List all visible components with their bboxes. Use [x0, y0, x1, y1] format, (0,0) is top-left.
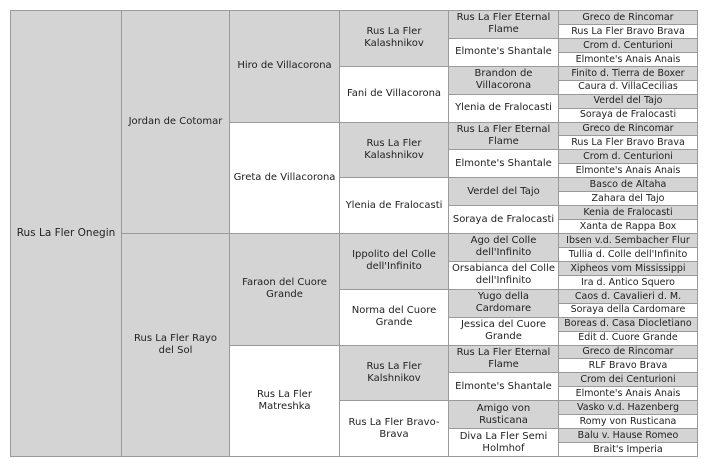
ancestor-name: Rus La Fler Eternal Flame — [456, 123, 551, 147]
ancestor-gen3 — [339, 177, 449, 234]
ancestor-name: RLF Bravo Brava — [588, 360, 668, 372]
ancestor-name: Hiro de Villacorona — [237, 60, 332, 72]
ancestor-gen3 — [339, 66, 449, 123]
ancestor-root — [10, 10, 122, 457]
ancestor-gen5 — [558, 108, 698, 123]
ancestor-gen5 — [558, 10, 698, 25]
ancestor-name: Crom dei Centurioni — [580, 374, 676, 386]
ancestor-gen4 — [448, 400, 559, 429]
ancestor-gen3 — [339, 233, 449, 290]
ancestor-name: Caos d. Cavalieri d. M. — [574, 290, 682, 302]
ancestor-name: Rus La Fler Kalashnikov — [364, 137, 424, 161]
ancestor-gen5 — [558, 38, 698, 53]
ancestor-name: Verdel del Tajo — [593, 95, 663, 107]
ancestor-name: Rus La Fler Kalashnikov — [364, 26, 424, 50]
ancestor-gen1 — [121, 233, 230, 457]
ancestor-gen4 — [448, 233, 559, 262]
ancestor-gen4 — [448, 372, 559, 401]
ancestor-name: Rus La Fler Rayo del Sol — [134, 333, 217, 356]
ancestor-gen5 — [558, 345, 698, 360]
ancestor-gen4 — [448, 149, 559, 178]
ancestor-gen1 — [121, 10, 230, 234]
ancestor-name: Rus La Fler Eternal Flame — [456, 346, 551, 370]
ancestor-gen5 — [558, 177, 698, 192]
ancestor-gen5 — [558, 219, 698, 234]
ancestor-name: Rus La Fler Matreshka — [257, 388, 312, 412]
ancestor-name: Faraon del Cuore Grande — [242, 277, 327, 301]
ancestor-gen5 — [558, 372, 698, 387]
ancestor-gen5 — [558, 261, 698, 276]
ancestor-gen2 — [229, 345, 340, 458]
ancestor-gen5 — [558, 442, 698, 457]
ancestor-name: Brait's Imperia — [593, 443, 663, 455]
ancestor-name: Rus La Fler Bravo Brava — [571, 137, 685, 149]
ancestor-name: Zahara del Tajo — [591, 192, 665, 204]
ancestor-gen3 — [339, 345, 449, 402]
ancestor-name: Jessica del Cuore Grande — [460, 319, 547, 343]
ancestor-gen5 — [558, 400, 698, 415]
ancestor-gen5 — [558, 135, 698, 150]
ancestor-gen5 — [558, 80, 698, 95]
ancestor-name: Rus La Fler Bravo Brava — [571, 25, 685, 37]
ancestor-name: Soraya de Fralocasti — [579, 109, 677, 121]
ancestor-gen4 — [448, 289, 559, 318]
ancestor-gen5 — [558, 66, 698, 81]
ancestor-gen4 — [448, 66, 559, 95]
ancestor-name: Ibsen v.d. Sembacher Flur — [566, 234, 690, 246]
ancestor-name: Vasko v.d. Hazenberg — [577, 402, 679, 414]
ancestor-gen5 — [558, 317, 698, 332]
ancestor-gen5 — [558, 24, 698, 39]
ancestor-name: Rus La Fler Bravo-Brava — [348, 416, 440, 440]
ancestor-name: Fani de Villacorona — [346, 88, 442, 100]
ancestor-name: Elmonte's Anais Anais — [575, 165, 681, 177]
ancestor-name: Norma del Cuore Grande — [351, 305, 437, 329]
ancestor-gen4 — [448, 122, 559, 151]
ancestor-name: Greta de Villacorona — [233, 171, 336, 183]
ancestor-name: Crom d. Centurioni — [583, 151, 673, 163]
ancestor-gen2 — [229, 10, 340, 123]
ancestor-name: Finito d. Tierra de Boxer — [571, 67, 685, 79]
ancestor-name: Greco de Rincomar — [582, 346, 674, 358]
ancestor-name: Crom d. Centurioni — [583, 39, 673, 51]
ancestor-gen4 — [448, 345, 559, 374]
ancestor-gen5 — [558, 233, 698, 248]
ancestor-gen5 — [558, 247, 698, 262]
ancestor-name: Soraya della Cardomare — [570, 304, 686, 316]
ancestor-name: Rus La Fler Kalshnikov — [366, 360, 422, 384]
ancestor-gen3 — [339, 10, 449, 67]
ancestor-name: Romy von Rusticana — [579, 415, 677, 427]
ancestor-name: Elmonte's Shantale — [455, 380, 552, 392]
ancestor-name: Xipheos vom Mississippi — [570, 262, 686, 274]
ancestor-name: Ylenia de Fralocasti — [455, 102, 552, 114]
ancestor-name: Brandon de Villacorona — [474, 68, 533, 92]
ancestor-gen5 — [558, 163, 698, 178]
ancestor-name: Basco de Altaha — [589, 179, 667, 191]
ancestor-gen5 — [558, 205, 698, 220]
ancestor-gen5 — [558, 428, 698, 443]
ancestor-gen5 — [558, 289, 698, 304]
ancestor-name: Greco de Rincomar — [582, 11, 674, 23]
ancestor-gen5 — [558, 191, 698, 206]
ancestor-gen2 — [229, 122, 340, 235]
ancestor-gen4 — [448, 10, 559, 39]
ancestor-name: Yugo della Cardomare — [475, 291, 532, 315]
ancestor-gen5 — [558, 94, 698, 109]
ancestor-name: Boreas d. Casa Diocletiano — [564, 318, 692, 330]
ancestor-gen4 — [448, 177, 559, 206]
ancestor-name: Ago del Colle dell'Infinito — [470, 235, 537, 259]
ancestor-name: Ira d. Antico Squero — [581, 276, 675, 288]
ancestor-name: Elmonte's Shantale — [455, 157, 552, 169]
ancestor-gen4 — [448, 38, 559, 67]
ancestor-name: Elmonte's Shantale — [455, 46, 552, 58]
ancestor-gen2 — [229, 233, 340, 346]
ancestor-gen4 — [448, 94, 559, 123]
ancestor-name: Ylenia de Fralocasti — [345, 199, 443, 211]
ancestor-name: Soraya de Fralocasti — [452, 213, 555, 225]
ancestor-gen5 — [558, 414, 698, 429]
ancestor-gen5 — [558, 52, 698, 67]
ancestor-name: Greco de Rincomar — [582, 123, 674, 135]
ancestor-name: Amigo von Rusticana — [476, 402, 531, 426]
ancestor-gen3 — [339, 122, 449, 179]
ancestor-gen4 — [448, 428, 559, 457]
ancestor-name: Edit d. Cuore Grande — [578, 332, 678, 344]
ancestor-name: Tullia d. Colle dell'Infinito — [568, 248, 688, 260]
ancestor-gen5 — [558, 275, 698, 290]
ancestor-name: Elmonte's Anais Anais — [575, 53, 681, 65]
ancestor-gen3 — [339, 289, 449, 346]
ancestor-name: Orsabianca del Colle dell'Infinito — [452, 263, 555, 287]
ancestor-name: Caura d. VillaCecilias — [578, 81, 678, 93]
ancestor-gen5 — [558, 358, 698, 373]
ancestor-gen5 — [558, 386, 698, 401]
ancestor-name: Jordan de Cotomar — [128, 116, 223, 127]
ancestor-gen5 — [558, 149, 698, 164]
ancestor-name: Elmonte's Anais Anais — [575, 388, 681, 400]
ancestor-name: Rus La Fler Onegin — [16, 227, 116, 240]
ancestor-gen5 — [558, 303, 698, 318]
ancestor-name: Verdel del Tajo — [467, 185, 540, 197]
ancestor-gen5 — [558, 122, 698, 137]
ancestor-name: Balu v. Hause Romeo — [577, 429, 679, 441]
ancestor-name: Xanta de Rappa Box — [579, 220, 677, 232]
ancestor-gen4 — [448, 205, 559, 234]
ancestor-gen3 — [339, 400, 449, 457]
ancestor-name: Kenia de Fralocasti — [583, 206, 673, 218]
ancestor-gen5 — [558, 331, 698, 346]
ancestor-name: Rus La Fler Eternal Flame — [456, 12, 551, 36]
ancestor-name: Ippolito del Colle dell'Infinito — [352, 249, 436, 273]
ancestor-gen4 — [448, 317, 559, 346]
ancestor-gen4 — [448, 261, 559, 290]
ancestor-name: Diva La Fler Semi Holmhof — [459, 430, 548, 454]
